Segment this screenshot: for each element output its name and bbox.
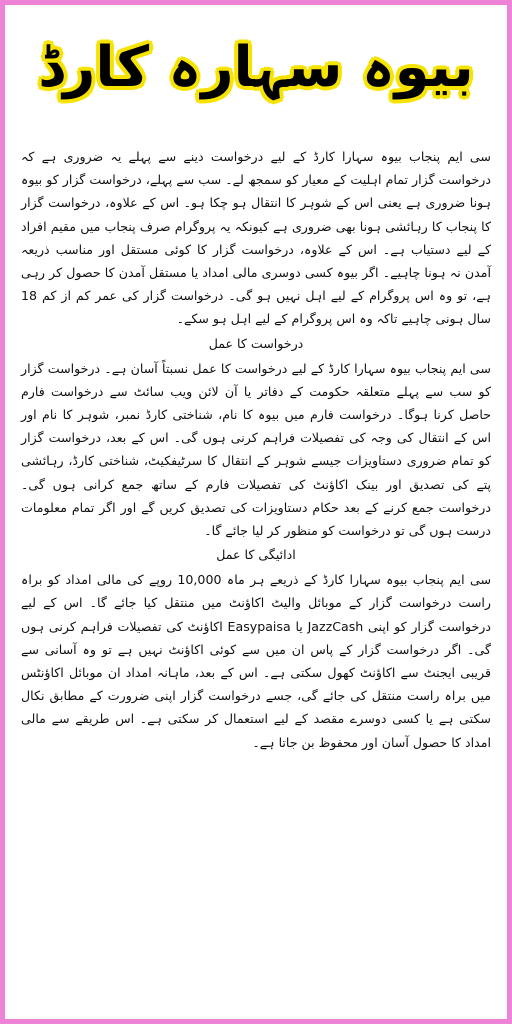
process-heading: درخواست کا عمل [208,335,304,351]
article-body [21,145,491,754]
process-paragraph: سی ایم پنجاب بیوہ سہارا کارڈ کے لیے درخواست کا عمل نسبتاً آسان ہے۔ درخواست گزار کو سب سے پہلے متعلقہ حکومت کے دفاتر یا آن لائن ویب سائٹ سے درخواست فارم حاصل کرنا ہوگا۔ درخواست فارم میں بیوہ کا نام، شناختی کارڈ نمبر، شوہر کا نام اور اس کے انتقال کی وجہ کی تفصیلات فراہم کرنی ہوں گی۔ اس کے بعد، درخواست گزار کو تمام ضروری دستاویزات جیسے شوہر کے انتقال کا سرٹیفکیٹ، شناختی کارڈ، رہائشی پتے کی تصدیق اور بینک اکاؤنٹ کی تفصیلات فارم کے ساتھ جمع کرانی ہوں گی۔ درخواست جمع کرنے کے بعد حکام دستاویزات کی تصدیق کریں گے اور اگر تمام معلومات درست ہوں گی تو درخواست کو منظور کر لیا جائے گا۔ [21,360,491,539]
payment-heading: ادائیگی کا عمل [216,547,296,563]
eligibility-paragraph: سی ایم پنجاب بیوہ سہارا کارڈ کے لیے درخواست دینے سے پہلے یہ ضروری ہے کہ درخواست گزار تمام اہلیت کے معیار کو سمجھ لے۔ سب سے پہلے، درخواست گزار کو بیوہ ہونا ضروری ہے یعنی اس کے شوہر کا انتقال ہو چکا ہو۔ اس کے علاوہ، درخواست گزار کا پنجاب کا رہائشی ہونا بھی ضروری ہے کیونکہ یہ پروگرام صرف پنجاب میں مقیم افراد کے لیے دستیاب ہے۔ اس کے علاوہ، درخواست گزار کا کوئی مستقل اور مناسب ذریعہ آمدن نہ ہونا چاہیے۔ اگر بیوہ کسی دوسری مالی امداد یا مستقل آمدن کا حصول کر رہی ہے، تو وہ اس پروگرام کے لیے اہل نہیں ہو گی۔ درخواست گزار کی عمر کم از کم 18 سال ہونی چاہیے تاکہ وہ اس پروگرام کے لیے اہل ہو سکے۔ [21,149,491,327]
title-banner [5,33,507,103]
page-title: بیوہ سہارہ کارڈ [38,35,474,100]
payment-paragraph: سی ایم پنجاب بیوہ سہارا کارڈ کے ذریعے ہر ماہ 10,000 روپے کی مالی امداد کو براہ راست درخواست گزار کے موبائل والیٹ اکاؤنٹ میں منتقل کیا جائے گا۔ اس کے لیے درخواست گزار کو اپنی JazzCash یا Easypaisa اکاؤنٹ کی تفصیلات فراہم کرنی ہوں گی۔ اگر درخواست گزار کے پاس ان میں سے کوئی اکاؤنٹ نہیں ہے تو وہ آسانی سے قریبی ایجنٹ سے اکاؤنٹ کھول سکتی ہے۔ اس کے بعد، ماہانہ امداد ان موبائل اکاؤنٹس میں براہ راست منتقل کی جائے گی، جسے درخواست گزار اپنی ضرورت کے مطابق نکال سکتی ہے یا کسی دوسرے مقصد کے لیے استعمال کر سکتی ہے۔ اس طریقے سے مالی امداد کا حصول آسان اور محفوظ بن جاتا ہے۔ [21,572,491,750]
